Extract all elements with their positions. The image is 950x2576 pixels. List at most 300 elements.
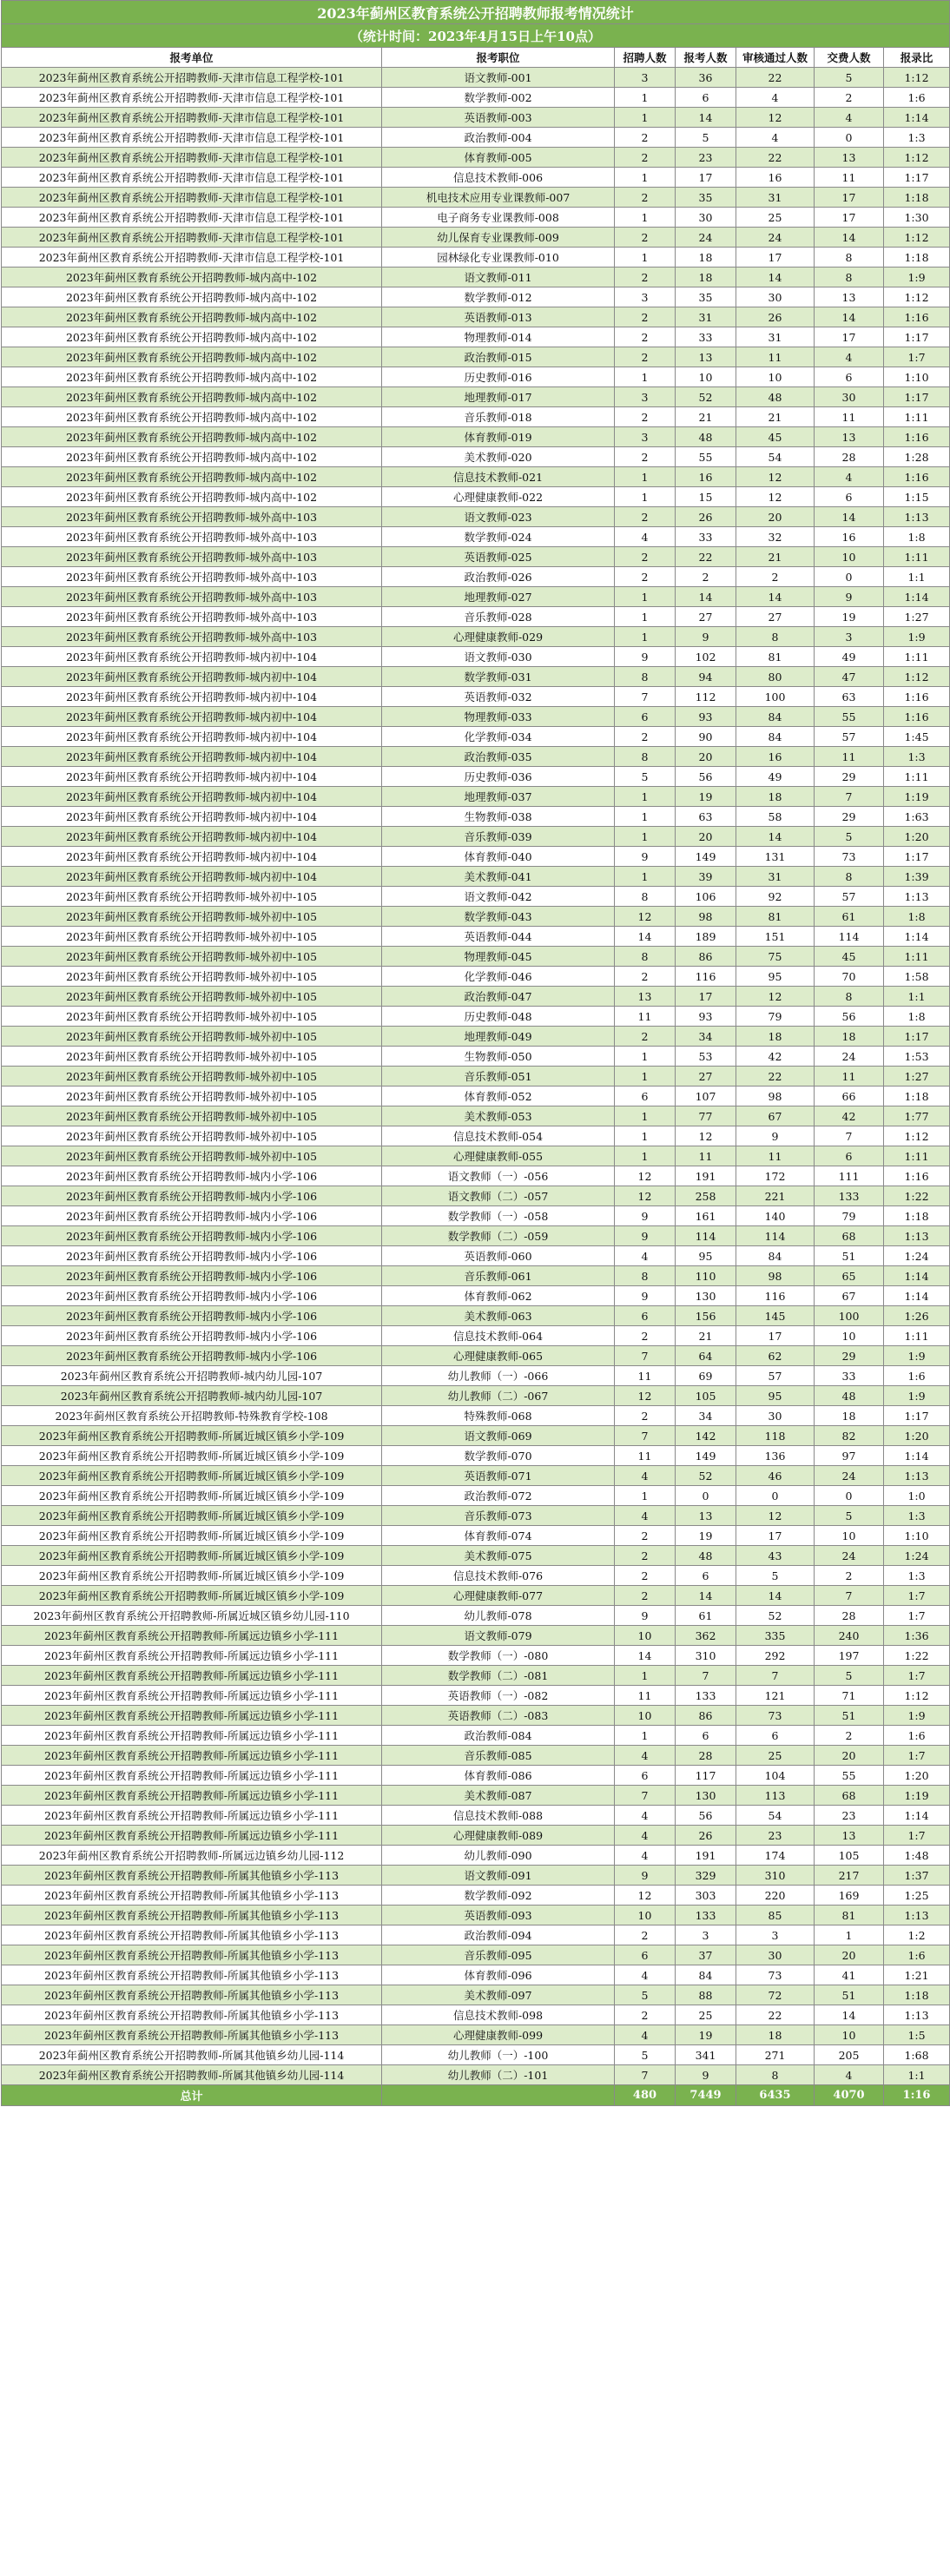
quota-cell: 12 [615,1386,676,1406]
applicants-cell: 18 [676,248,736,268]
paid-cell: 13 [815,1826,884,1846]
quota-cell: 4 [615,1246,676,1266]
ratio-cell: 1:28 [884,447,950,467]
approved-cell: 104 [736,1766,815,1786]
position-cell: 数学教师-002 [382,88,615,108]
ratio-cell: 1:7 [884,1746,950,1766]
quota-cell: 5 [615,1985,676,2005]
quota-cell: 3 [615,387,676,407]
position-cell: 政治教师-047 [382,987,615,1007]
quota-cell: 1 [615,487,676,507]
applicants-cell: 31 [676,307,736,327]
approved-cell: 310 [736,1866,815,1886]
ratio-cell: 1:3 [884,1506,950,1526]
approved-cell: 57 [736,1366,815,1386]
unit-cell: 2023年蓟州区教育系统公开招聘教师-所属其他镇乡小学-113 [2,1866,382,1886]
ratio-cell: 1:17 [884,168,950,188]
paid-cell: 114 [815,927,884,947]
applicants-cell: 6 [676,1566,736,1586]
position-cell: 心理健康教师-065 [382,1346,615,1366]
position-cell: 幼儿教师（一）-100 [382,2045,615,2065]
approved-cell: 14 [736,1586,815,1606]
subtitle-row [2,24,950,48]
quota-cell: 3 [615,427,676,447]
table-row [2,68,950,88]
unit-cell: 2023年蓟州区教育系统公开招聘教师-天津市信息工程学校-101 [2,88,382,108]
quota-cell: 14 [615,927,676,947]
paid-cell: 8 [815,867,884,887]
unit-cell: 2023年蓟州区教育系统公开招聘教师-所属近城区镇乡幼儿园-110 [2,1606,382,1626]
paid-cell: 42 [815,1106,884,1126]
position-cell: 数学教师-031 [382,667,615,687]
approved-cell: 6 [736,1726,815,1746]
quota-cell: 2 [615,967,676,987]
unit-cell: 2023年蓟州区教育系统公开招聘教师-所属远边镇乡幼儿园-112 [2,1846,382,1866]
approved-cell: 20 [736,507,815,527]
quota-cell: 7 [615,2065,676,2085]
ratio-cell: 1:17 [884,1027,950,1047]
paid-cell: 81 [815,1906,884,1925]
table-row [2,287,950,307]
unit-cell: 2023年蓟州区教育系统公开招聘教师-所属其他镇乡小学-113 [2,1925,382,1945]
applicants-cell: 6 [676,88,736,108]
paid-cell: 0 [815,1486,884,1506]
unit-cell: 2023年蓟州区教育系统公开招聘教师-城外高中-103 [2,507,382,527]
position-cell: 语文教师-011 [382,268,615,287]
ratio-cell: 1:13 [884,2005,950,2025]
table-row [2,268,950,287]
unit-cell: 2023年蓟州区教育系统公开招聘教师-城内小学-106 [2,1286,382,1306]
approved-cell: 172 [736,1166,815,1186]
unit-cell: 2023年蓟州区教育系统公开招聘教师-城内小学-106 [2,1266,382,1286]
ratio-cell: 1:9 [884,1346,950,1366]
unit-cell: 2023年蓟州区教育系统公开招聘教师-城外初中-105 [2,907,382,927]
ratio-cell: 1:19 [884,787,950,807]
position-cell: 美术教师-075 [382,1546,615,1566]
unit-cell: 2023年蓟州区教育系统公开招聘教师-城外初中-105 [2,1067,382,1087]
ratio-cell: 1:17 [884,847,950,867]
ratio-cell: 1:37 [884,1866,950,1886]
ratio-cell: 1:12 [884,148,950,168]
unit-cell: 2023年蓟州区教育系统公开招聘教师-城外初中-105 [2,1087,382,1106]
applicants-cell: 56 [676,1806,736,1826]
table-row [2,2025,950,2045]
quota-cell: 8 [615,667,676,687]
ratio-cell: 1:16 [884,427,950,447]
applicants-cell: 116 [676,967,736,987]
approved-cell: 18 [736,1027,815,1047]
ratio-cell: 1:13 [884,1226,950,1246]
ratio-cell: 1:12 [884,228,950,248]
paid-cell: 111 [815,1166,884,1186]
position-cell: 英语教师-044 [382,927,615,947]
applicants-cell: 189 [676,927,736,947]
applicants-cell: 95 [676,1246,736,1266]
paid-cell: 5 [815,827,884,847]
unit-cell: 2023年蓟州区教育系统公开招聘教师-城外高中-103 [2,627,382,647]
approved-cell: 271 [736,2045,815,2065]
position-cell: 政治教师-015 [382,347,615,367]
unit-cell: 2023年蓟州区教育系统公开招聘教师-所属其他镇乡小学-113 [2,1886,382,1906]
quota-cell: 4 [615,1506,676,1526]
paid-cell: 73 [815,847,884,867]
approved-cell: 30 [736,1945,815,1965]
approved-cell: 75 [736,947,815,967]
unit-cell: 2023年蓟州区教育系统公开招聘教师-天津市信息工程学校-101 [2,128,382,148]
approved-cell: 30 [736,1406,815,1426]
table-row [2,587,950,607]
applicants-cell: 2 [676,567,736,587]
table-row [2,847,950,867]
quota-cell: 1 [615,1106,676,1126]
paid-cell: 1 [815,1925,884,1945]
unit-cell: 2023年蓟州区教育系统公开招聘教师-城内小学-106 [2,1166,382,1186]
quota-cell: 9 [615,1286,676,1306]
position-cell: 数学教师（二）-059 [382,1226,615,1246]
position-cell: 政治教师-026 [382,567,615,587]
unit-cell: 2023年蓟州区教育系统公开招聘教师-城内高中-102 [2,487,382,507]
ratio-cell: 1:1 [884,2065,950,2085]
unit-cell: 2023年蓟州区教育系统公开招聘教师-城内高中-102 [2,287,382,307]
quota-cell: 6 [615,707,676,727]
ratio-cell: 1:11 [884,547,950,567]
unit-cell: 2023年蓟州区教育系统公开招聘教师-城外初中-105 [2,967,382,987]
ratio-cell: 1:18 [884,1087,950,1106]
table-row [2,567,950,587]
position-cell: 数学教师（一）-058 [382,1206,615,1226]
ratio-cell: 1:25 [884,1886,950,1906]
table-row [2,1606,950,1626]
ratio-cell: 1:12 [884,1686,950,1706]
paid-cell: 11 [815,1067,884,1087]
paid-cell: 51 [815,1706,884,1726]
position-cell: 美术教师-020 [382,447,615,467]
position-cell: 政治教师-094 [382,1925,615,1945]
position-cell: 幼儿教师（一）-066 [382,1366,615,1386]
position-cell: 心理健康教师-055 [382,1146,615,1166]
position-cell: 心理健康教师-089 [382,1826,615,1846]
paid-cell: 205 [815,2045,884,2065]
table-row [2,1846,950,1866]
quota-cell: 1 [615,827,676,847]
ratio-cell: 1:11 [884,1326,950,1346]
quota-cell: 2 [615,1546,676,1566]
approved-cell: 49 [736,767,815,787]
paid-cell: 8 [815,268,884,287]
quota-cell: 2 [615,2005,676,2025]
ratio-cell: 1:9 [884,627,950,647]
approved-cell: 24 [736,228,815,248]
ratio-cell: 1:48 [884,1846,950,1866]
applicants-cell: 23 [676,148,736,168]
table-row [2,627,950,647]
table-row [2,1067,950,1087]
approved-cell: 23 [736,1826,815,1846]
paid-cell: 3 [815,627,884,647]
approved-cell: 17 [736,1526,815,1546]
total-ratio: 1:16 [884,2085,950,2106]
position-cell: 数学教师-092 [382,1886,615,1906]
position-cell: 体育教师-019 [382,427,615,447]
table-row [2,1246,950,1266]
position-cell: 数学教师-070 [382,1446,615,1466]
quota-cell: 1 [615,867,676,887]
ratio-cell: 1:22 [884,1186,950,1206]
applicants-cell: 61 [676,1606,736,1626]
position-cell: 园林绿化专业课教师-010 [382,248,615,268]
approved-cell: 113 [736,1786,815,1806]
applicants-cell: 34 [676,1027,736,1047]
paid-cell: 7 [815,787,884,807]
unit-cell: 2023年蓟州区教育系统公开招聘教师-城外初中-105 [2,1007,382,1027]
table-row [2,527,950,547]
position-cell: 语文教师-091 [382,1866,615,1886]
position-cell: 特殊教师-068 [382,1406,615,1426]
table-row [2,367,950,387]
ratio-cell: 1:8 [884,907,950,927]
quota-cell: 11 [615,1446,676,1466]
position-cell: 语文教师-023 [382,507,615,527]
position-cell: 音乐教师-061 [382,1266,615,1286]
unit-cell: 2023年蓟州区教育系统公开招聘教师-所属远边镇乡小学-111 [2,1706,382,1726]
approved-cell: 31 [736,867,815,887]
quota-cell: 1 [615,1726,676,1746]
paid-cell: 169 [815,1886,884,1906]
quota-cell: 10 [615,1906,676,1925]
paid-cell: 17 [815,188,884,208]
approved-cell: 21 [736,407,815,427]
approved-cell: 22 [736,1067,815,1087]
table-row [2,1426,950,1446]
unit-cell: 2023年蓟州区教育系统公开招聘教师-天津市信息工程学校-101 [2,168,382,188]
paid-cell: 217 [815,1866,884,1886]
quota-cell: 2 [615,447,676,467]
approved-cell: 67 [736,1106,815,1126]
unit-cell: 2023年蓟州区教育系统公开招聘教师-所属其他镇乡小学-113 [2,1965,382,1985]
applicants-cell: 25 [676,2005,736,2025]
applicants-cell: 20 [676,827,736,847]
ratio-cell: 1:3 [884,128,950,148]
position-cell: 音乐教师-039 [382,827,615,847]
quota-cell: 6 [615,1766,676,1786]
ratio-cell: 1:22 [884,1646,950,1666]
table-row [2,188,950,208]
position-cell: 物理教师-045 [382,947,615,967]
header-row [2,48,950,68]
unit-cell: 2023年蓟州区教育系统公开招聘教师-城外初中-105 [2,987,382,1007]
table-row [2,1206,950,1226]
unit-cell: 2023年蓟州区教育系统公开招聘教师-城内初中-104 [2,827,382,847]
paid-cell: 19 [815,607,884,627]
paid-cell: 57 [815,727,884,747]
quota-cell: 4 [615,1746,676,1766]
position-cell: 幼儿教师（二）-067 [382,1386,615,1406]
unit-cell: 2023年蓟州区教育系统公开招聘教师-所属近城区镇乡小学-109 [2,1466,382,1486]
paid-cell: 57 [815,887,884,907]
applicants-cell: 17 [676,168,736,188]
paid-cell: 65 [815,1266,884,1286]
approved-cell: 73 [736,1965,815,1985]
paid-cell: 16 [815,527,884,547]
table-row [2,1546,950,1566]
ratio-cell: 1:15 [884,487,950,507]
approved-cell: 292 [736,1646,815,1666]
total-row [2,2085,950,2106]
applicants-cell: 21 [676,407,736,427]
ratio-cell: 1:14 [884,1286,950,1306]
unit-cell: 2023年蓟州区教育系统公开招聘教师-所属近城区镇乡小学-109 [2,1546,382,1566]
unit-cell: 2023年蓟州区教育系统公开招聘教师-所属近城区镇乡小学-109 [2,1446,382,1466]
paid-cell: 2 [815,1726,884,1746]
paid-cell: 8 [815,248,884,268]
ratio-cell: 1:13 [884,1466,950,1486]
quota-cell: 7 [615,1346,676,1366]
approved-cell: 80 [736,667,815,687]
approved-cell: 79 [736,1007,815,1027]
approved-cell: 98 [736,1087,815,1106]
quota-cell: 6 [615,1087,676,1106]
ratio-cell: 1:16 [884,687,950,707]
table-row [2,1646,950,1666]
applicants-cell: 27 [676,1067,736,1087]
paid-cell: 33 [815,1366,884,1386]
approved-cell: 145 [736,1306,815,1326]
approved-cell: 54 [736,447,815,467]
applicants-cell: 258 [676,1186,736,1206]
position-cell: 英语教师（二）-083 [382,1706,615,1726]
applicants-cell: 48 [676,1546,736,1566]
unit-cell: 2023年蓟州区教育系统公开招聘教师-城外高中-103 [2,547,382,567]
quota-cell: 1 [615,607,676,627]
approved-cell: 17 [736,248,815,268]
table-row [2,867,950,887]
header-unit: 报考单位 [2,48,382,68]
unit-cell: 2023年蓟州区教育系统公开招聘教师-城外初中-105 [2,1047,382,1067]
approved-cell: 221 [736,1186,815,1206]
applicants-cell: 34 [676,1406,736,1426]
applicants-cell: 93 [676,1007,736,1027]
quota-cell: 6 [615,1945,676,1965]
ratio-cell: 1:7 [884,1666,950,1686]
ratio-cell: 1:18 [884,248,950,268]
paid-cell: 23 [815,1806,884,1826]
position-cell: 幼儿保育专业课教师-009 [382,228,615,248]
ratio-cell: 1:21 [884,1965,950,1985]
table-row [2,1446,950,1466]
paid-cell: 13 [815,148,884,168]
approved-cell: 62 [736,1346,815,1366]
applicants-cell: 110 [676,1266,736,1286]
approved-cell: 121 [736,1686,815,1706]
table-row [2,148,950,168]
quota-cell: 2 [615,567,676,587]
unit-cell: 2023年蓟州区教育系统公开招聘教师-城内初中-104 [2,747,382,767]
ratio-cell: 1:7 [884,1826,950,1846]
quota-cell: 9 [615,647,676,667]
header-applicants: 报考人数 [676,48,736,68]
paid-cell: 17 [815,327,884,347]
unit-cell: 2023年蓟州区教育系统公开招聘教师-城内小学-106 [2,1346,382,1366]
ratio-cell: 1:12 [884,667,950,687]
position-cell: 体育教师-052 [382,1087,615,1106]
ratio-cell: 1:26 [884,1306,950,1326]
table-row [2,487,950,507]
quota-cell: 2 [615,1326,676,1346]
quota-cell: 5 [615,767,676,787]
unit-cell: 2023年蓟州区教育系统公开招聘教师-城内高中-102 [2,307,382,327]
applicants-cell: 303 [676,1886,736,1906]
quota-cell: 4 [615,1806,676,1826]
unit-cell: 2023年蓟州区教育系统公开招聘教师-城内高中-102 [2,407,382,427]
unit-cell: 2023年蓟州区教育系统公开招聘教师-城内初中-104 [2,707,382,727]
approved-cell: 140 [736,1206,815,1226]
table-row [2,407,950,427]
applicants-cell: 21 [676,1326,736,1346]
ratio-cell: 1:8 [884,527,950,547]
paid-cell: 4 [815,108,884,128]
table-row [2,1386,950,1406]
applicants-cell: 52 [676,1466,736,1486]
table-row [2,787,950,807]
ratio-cell: 1:7 [884,347,950,367]
paid-cell: 5 [815,68,884,88]
approved-cell: 31 [736,188,815,208]
position-cell: 音乐教师-073 [382,1506,615,1526]
quota-cell: 1 [615,1666,676,1686]
ratio-cell: 1:6 [884,1726,950,1746]
approved-cell: 11 [736,347,815,367]
quota-cell: 3 [615,68,676,88]
applicants-cell: 11 [676,1146,736,1166]
unit-cell: 2023年蓟州区教育系统公开招聘教师-所属远边镇乡小学-111 [2,1626,382,1646]
approved-cell: 43 [736,1546,815,1566]
paid-cell: 14 [815,228,884,248]
applicants-cell: 149 [676,847,736,867]
paid-cell: 48 [815,1386,884,1406]
ratio-cell: 1:63 [884,807,950,827]
position-cell: 音乐教师-051 [382,1067,615,1087]
quota-cell: 2 [615,547,676,567]
quota-cell: 1 [615,807,676,827]
applicants-cell: 161 [676,1206,736,1226]
paid-cell: 7 [815,1586,884,1606]
position-cell: 数学教师（二）-081 [382,1666,615,1686]
paid-cell: 17 [815,208,884,228]
unit-cell: 2023年蓟州区教育系统公开招聘教师-所属其他镇乡幼儿园-114 [2,2065,382,2085]
applicants-cell: 19 [676,2025,736,2045]
unit-cell: 2023年蓟州区教育系统公开招聘教师-所属远边镇乡小学-111 [2,1686,382,1706]
quota-cell: 1 [615,627,676,647]
table-row [2,1126,950,1146]
approved-cell: 2 [736,567,815,587]
ratio-cell: 1:24 [884,1246,950,1266]
ratio-cell: 1:0 [884,1486,950,1506]
approved-cell: 174 [736,1846,815,1866]
table-row [2,1826,950,1846]
applicants-cell: 24 [676,228,736,248]
approved-cell: 8 [736,2065,815,2085]
unit-cell: 2023年蓟州区教育系统公开招聘教师-天津市信息工程学校-101 [2,248,382,268]
applicants-cell: 19 [676,787,736,807]
unit-cell: 2023年蓟州区教育系统公开招聘教师-天津市信息工程学校-101 [2,148,382,168]
approved-cell: 21 [736,547,815,567]
paid-cell: 51 [815,1246,884,1266]
unit-cell: 2023年蓟州区教育系统公开招聘教师-所属其他镇乡小学-113 [2,2025,382,2045]
paid-cell: 82 [815,1426,884,1446]
title-row [2,1,950,24]
header-approved: 审核通过人数 [736,48,815,68]
table-row [2,947,950,967]
